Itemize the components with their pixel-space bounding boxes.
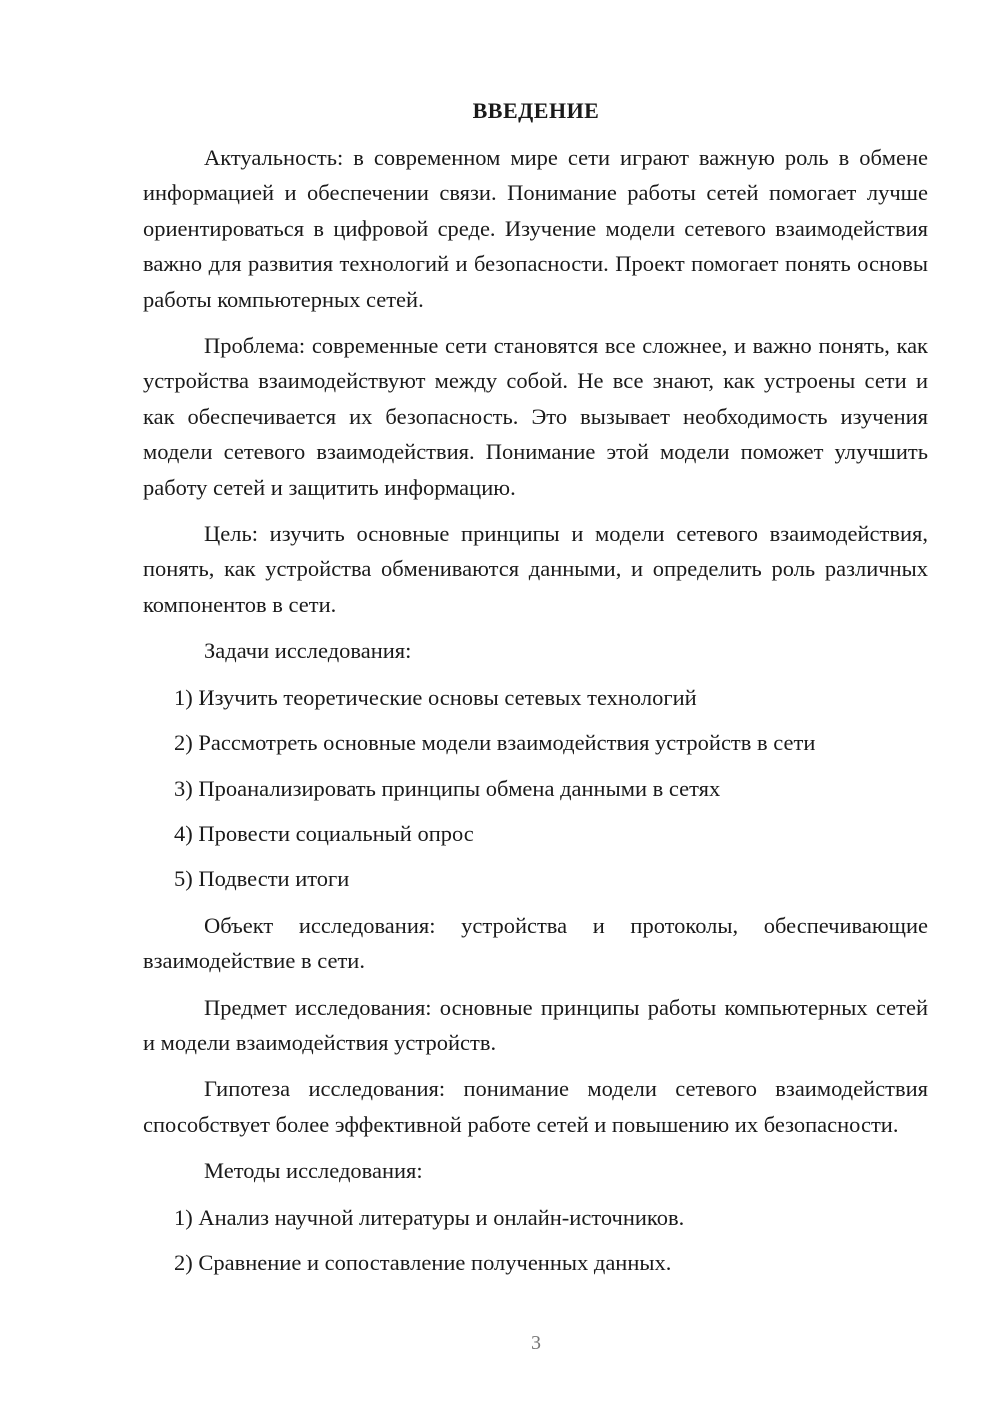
paragraph-subject: Предмет исследования: основные принципы работы компьютерных сетей и модели взаимодействия устройств. (143, 994, 928, 1055)
page-title: ВВЕДЕНИЕ (472, 98, 600, 123)
paragraph-problem: Проблема: современные сети становятся все сложнее, и важно понять, как устройства взаимодействуют между собой. Не все знают, как устроены сети и как обеспечивается их безопасность. Это вызывает необходимость изучения модели сетевого взаимодействия. Понимание этой модели поможет улучшить работу сетей и защитить информацию. (143, 333, 928, 500)
paragraph-hypothesis: Гипотеза исследования: понимание модели сетевого взаимодействия способствует более эффективной работе сетей и повышению их безопасности. (143, 1076, 928, 1137)
list-item: 2) Сравнение и сопоставление полученных данных. (174, 1249, 672, 1275)
methods-heading: Методы исследования: (204, 1158, 423, 1184)
list-item: 2) Рассмотреть основные модели взаимодействия устройств в сети (174, 730, 816, 756)
page-number: 3 (531, 1332, 541, 1354)
paragraph-goal: Цель: изучить основные принципы и модели сетевого взаимодействия, понять, как устройства обмениваются данными, и определить роль различных компонентов в сети. (143, 521, 928, 617)
tasks-heading: Задачи исследования: (204, 638, 412, 664)
methods-list (143, 1200, 928, 1281)
document-body (143, 140, 928, 1290)
list-item: 4) Провести социальный опрос (174, 820, 474, 846)
paragraph-relevance: Актуальность: в современном мире сети играют важную роль в обмене информацией и обеспечении связи. Понимание работы сетей помогает лучше ориентироваться в цифровой среде. Изучение модели сетевого взаимодействия важно для развития технологий и безопасности. Проект помогает понять основы работы компьютерных сетей. (143, 145, 928, 312)
list-item: 5) Подвести итоги (174, 866, 350, 892)
list-item: 1) Анализ научной литературы и онлайн-источников. (174, 1204, 685, 1230)
list-item: 3) Проанализировать принципы обмена данными в сетях (174, 775, 721, 801)
paragraph-object: Объект исследования: устройства и протоколы, обеспечивающие взаимодействие в сети. (143, 912, 928, 974)
tasks-list (143, 680, 928, 897)
list-item: 1) Изучить теоретические основы сетевых технологий (174, 684, 697, 710)
